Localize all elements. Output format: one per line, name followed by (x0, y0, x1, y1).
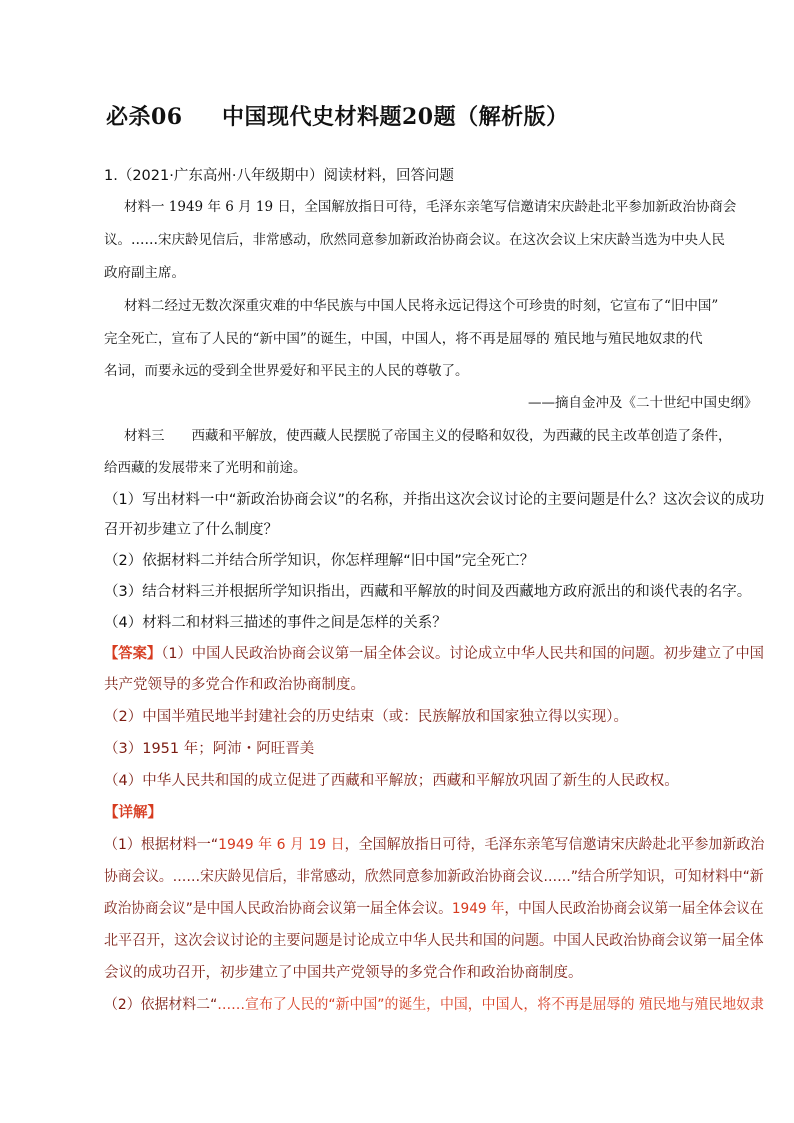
detail-text: ，中国人民政治协商会议第一届全体会议在 (504, 901, 764, 917)
detail-text: 政治协商会议”是中国人民政治协商会议第一届全体会议。 (104, 901, 452, 917)
detail-highlight: 1949 年 (451, 901, 505, 917)
answer-line: （4）中华人民共和国的成立促进了西藏和平解放；西藏和平解放巩固了新生的人民政权。 (104, 773, 679, 789)
sub-question: （1）写出材料一中“新政治协商会议”的名称，并指出这次会议讨论的主要问题是什么？这次会议的成功 (104, 492, 765, 508)
material1-line: 材料一 1949 年 6 月 19 日，全国解放指日可待，毛泽东亲笔写信邀请宋庆龄赴北平参加新政治协商会 (124, 199, 737, 215)
answer-line: 共产党领导的多党合作和政治协商制度。 (104, 677, 365, 693)
title-main: 中国现代史材料题20题（解析版） (222, 104, 569, 130)
sub-question: （2）依据材料二并结合所学知识，你怎样理解“旧中国”完全死亡？ (104, 553, 535, 569)
detail-line (104, 993, 764, 1014)
material-source: ——摘自金冲及《二十世纪中国史纲》 (528, 395, 758, 411)
sub-question: 召开初步建立了什么制度？ (104, 522, 278, 538)
answer-line (104, 642, 764, 663)
question-intro: 1.（2021·广东高州·八年级期中）阅读材料，回答问题 (104, 168, 454, 184)
detail-text: ，全国解放指日可待，毛泽东亲笔写信邀请宋庆龄赴北平参加新政治 (344, 837, 765, 853)
answer-line: （2）中国半殖民地半封建社会的历史结束（或：民族解放和国家独立得以实现）。 (104, 709, 628, 725)
material3-line: 给西藏的发展带来了光明和前途。 (104, 460, 307, 476)
sub-question: （4）材料二和材料三描述的事件之间是怎样的关系？ (104, 615, 447, 631)
detail-text: （2）依据材料二“ (104, 997, 218, 1013)
material1-line: 政府副主席。 (104, 265, 185, 281)
material2-line: 名词，而要永远的受到全世界爱好和平民主的人民的尊敬了。 (104, 363, 469, 379)
detail-line: 北平召开，这次会议讨论的主要问题是讨论成立中华人民共和国的问题。中国人民政治协商会议第一届全体 (104, 933, 764, 949)
answer-line: （3）1951 年；阿沛・阿旺晋美 (104, 741, 315, 757)
answer-label: 【答案】 (104, 646, 162, 662)
detail-label: 【详解】 (104, 805, 162, 821)
material2-line: 材料二经过无数次深重灾难的中华民族与中国人民将永远记得这个可珍贵的时刻，它宣布了“旧中国” (124, 298, 719, 314)
detail-line: 协商会议。……宋庆龄见信后，非常感动，欣然同意参加新政治协商会议……”结合所学知识，可知材料中“新 (104, 869, 764, 885)
material2-line: 完全死亡，宣布了人民的“新中国”的诞生，中国，中国人，将不再是屈辱的 殖民地与殖民地奴隶的代 (104, 331, 703, 347)
title-prefix: 必杀06 (106, 104, 183, 130)
detail-highlight: ……宣布了人民的“新中国”的诞生，中国，中国人，将不再是屈辱的 殖民地与殖民地奴隶 (217, 997, 764, 1013)
sub-question: （3）结合材料三并根据所学知识指出，西藏和平解放的时间及西藏地方政府派出的和谈代表的名字。 (104, 584, 752, 600)
answer-text: （1）中国人民政治协商会议第一届全体会议。讨论成立中华人民共和国的问题。初步建立了中国 (161, 646, 764, 662)
material3-line: 材料三 西藏和平解放，使西藏人民摆脱了帝国主义的侵略和奴役，为西藏的民主改革创造了条件， (124, 428, 732, 444)
detail-line: 会议的成功召开，初步建立了中国共产党领导的多党合作和政治协商制度。 (104, 965, 583, 981)
detail-line (104, 833, 764, 854)
detail-highlight: 1949 年 6 月 19 日 (218, 837, 345, 853)
detail-line (104, 897, 764, 918)
material1-line: 议。……宋庆龄见信后，非常感动，欣然同意参加新政治协商会议。在这次会议上宋庆龄当选为中央人民 (104, 232, 725, 248)
detail-text: （1）根据材料一“ (104, 837, 219, 853)
